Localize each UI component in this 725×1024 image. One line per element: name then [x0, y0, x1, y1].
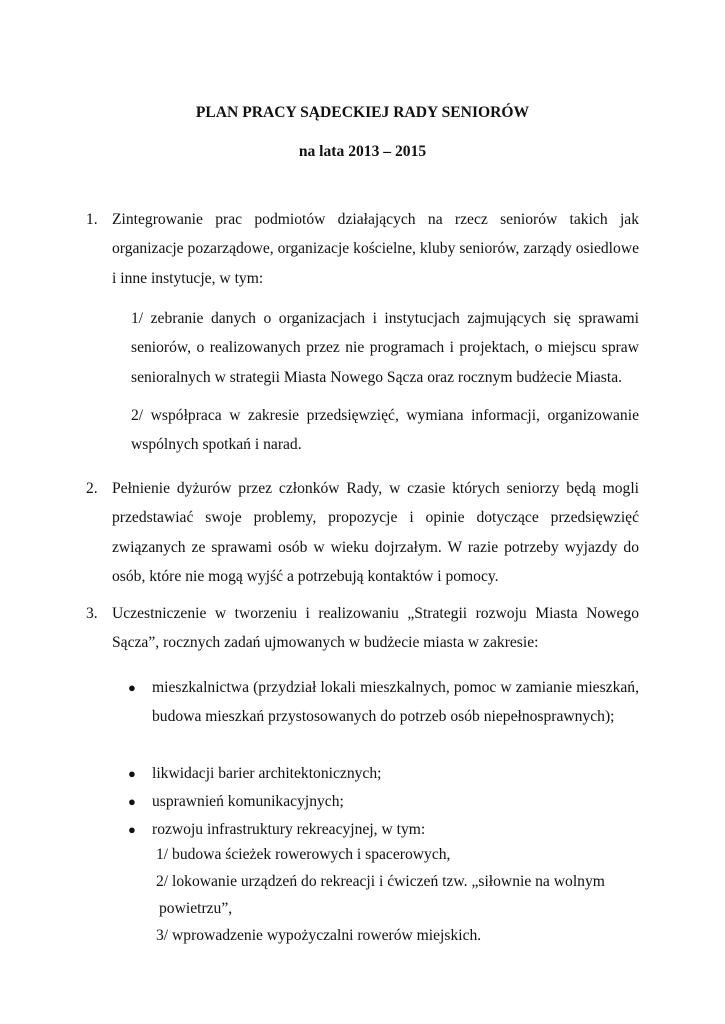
item-2-text: Pełnienie dyżurów przez członków Rady, w czasie których seniorzy będą mogli przedstawiać swoje problemy, propozycje i opinie dotyczące przedsięwzięć związanych ze sprawami osób w wieku dojrzałym. W razie potrzeby wyjazdy do osób, które nie mogą wyjść a potrzebują kontaktów i pomocy. [112, 480, 639, 585]
page-subtitle: na lata 2013 – 2015 [298, 143, 427, 160]
item-3-text: Uczestniczenie w tworzeniu i realizowaniu „Strategii rozwoju Miasta Nowego Sącza”, rocznych zadań ujmowanych w budżecie miasta w zakresie: [112, 605, 639, 652]
bullet-icon: ● [128, 680, 136, 695]
bullet-icon: ● [128, 822, 136, 837]
item-1-subpoint-2: 2/ współpraca w zakresie przedsięwzięć, wymiana informacji, organizowanie wspólnych spotkań i narad. [131, 407, 639, 454]
subitem-2: 2/ lokowanie urządzeń do rekreacji i ćwiczeń tzw. „siłownie na wolnym [156, 873, 605, 890]
bullet-icon: ● [128, 794, 136, 809]
bullet-item-2: likwidacji barier architektonicznych; [152, 765, 382, 782]
item-1-subpoint-1: 1/ zebranie danych o organizacjach i instytucjach zajmujących się sprawami seniorów, o realizowanych przez nie programach i projektach, o miejscu spraw senioralnych w strategii Miasta Nowego Sącza oraz rocznym budżecie Miasta. [131, 310, 639, 386]
subitem-1: 1/ budowa ścieżek rowerowych i spacerowych, [156, 846, 451, 863]
bullet-item-4: rozwoju infrastruktury rekreacyjnej, w tym: [152, 821, 426, 838]
bullet-icon: ● [128, 766, 136, 781]
subitem-2-continued: powietrzu”, [159, 900, 233, 917]
bullet-item-1: mieszkalnictwa (przydział lokali mieszkalnych, pomoc w zamianie mieszkań, budowa mieszkań przystosowanych do potrzeb osób niepełnosprawnych); [152, 679, 639, 725]
item-2-number: 2. [86, 480, 98, 497]
item-1-text: Zintegrowanie prac podmiotów działających na rzecz seniorów takich jak organizacje pozarządowe, organizacje kościelne, kluby seniorów, zarządy osiedlowe i inne instytucje, w tym: [112, 211, 639, 287]
item-1-number: 1. [86, 211, 98, 228]
subitem-3: 3/ wprowadzenie wypożyczalni rowerów miejskich. [156, 927, 482, 944]
bullet-item-3: usprawnień komunikacyjnych; [152, 793, 344, 810]
page-title: PLAN PRACY SĄDECKIEJ RADY SENIORÓW [195, 104, 530, 121]
item-3-number: 3. [86, 605, 98, 622]
